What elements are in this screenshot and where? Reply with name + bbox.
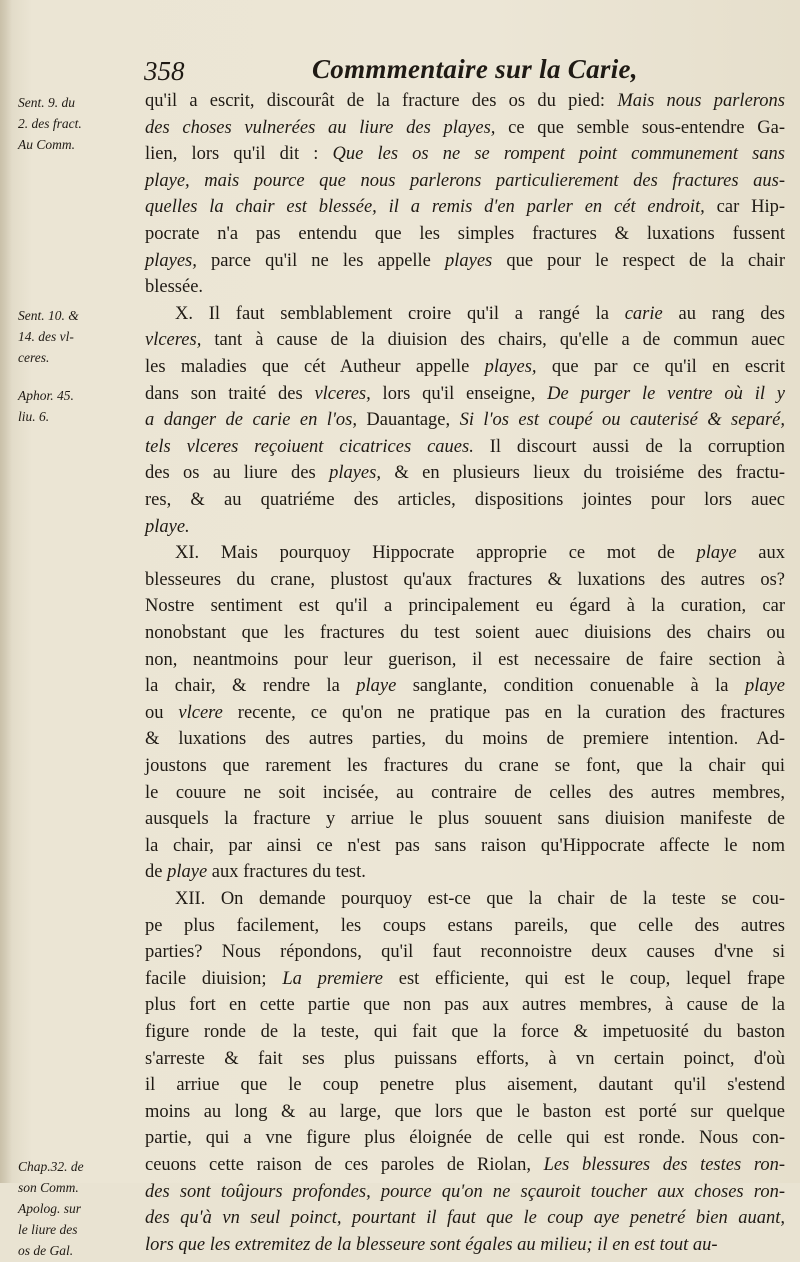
italic-run: playes	[444, 250, 493, 271]
text-line	[145, 567, 785, 593]
italic-run: playe	[744, 676, 785, 697]
italic-run: carie	[624, 303, 663, 324]
text-run: de	[145, 862, 168, 883]
text-run: Dauantage,	[356, 410, 460, 431]
margin-note-line: Sent. 10. &	[18, 307, 79, 323]
text-line	[145, 115, 785, 141]
italic-run: playe	[696, 543, 737, 564]
text-run: joustons que rarement les fractures du crane se font, que la chair qui	[145, 756, 785, 776]
text-line	[145, 726, 785, 752]
text-line	[145, 806, 785, 832]
text-run: il arriue que le coup penetre plus aisement, dautant qu'il s'estend	[145, 1075, 785, 1096]
text-line	[145, 1072, 785, 1098]
margin-note-line: ceres.	[18, 349, 50, 365]
italic-run: Si l'os est coupé ou cauterisé & separé,	[459, 410, 785, 431]
margin-note-line: Apolog. sur	[18, 1201, 82, 1216]
text-run: facile diuision;	[145, 968, 283, 989]
text-run: XII. On demande pourquoy est-ce que la chair de la teste se cou-	[175, 889, 785, 909]
text-run: pe plus facilement, les coups estans pareils, que celle des autres	[145, 915, 785, 936]
text-line	[145, 274, 785, 300]
text-run: tant à cause de la diuision des chairs, qu'elle a de commun auec	[201, 330, 785, 351]
text-line	[145, 593, 785, 619]
text-line	[145, 700, 785, 726]
italic-run: La premiere	[282, 968, 384, 989]
page-gutter-shadow	[0, 0, 12, 1183]
margin-note-line: liu. 6.	[18, 408, 50, 424]
text-line	[145, 1205, 785, 1231]
margin-note-line: Aphor. 45.	[18, 387, 74, 403]
italic-run: De purger le ventre où il y	[547, 383, 785, 404]
text-line	[145, 966, 785, 992]
text-line	[145, 620, 785, 646]
text-run: recente, ce qu'on ne pratique pas en la curation des fractures	[222, 702, 785, 723]
text-run: XI. Mais pourquoy Hippocrate approprie ce mot de	[175, 543, 697, 564]
page-number: 358	[144, 56, 185, 86]
margin-note-line: 14. des vl-	[18, 328, 74, 344]
text-line	[175, 301, 785, 327]
italic-run: quelles la chair est blessée, il a remis d'en parler en cét endroit,	[145, 197, 705, 218]
italic-run: tels vlceres reçoiuent cicatrices caues.	[145, 436, 474, 457]
text-line	[145, 141, 785, 167]
italic-run: Les blessures des testes ron-	[543, 1155, 786, 1175]
text-run: des os au liure des	[145, 463, 330, 484]
text-run: la chair, & rendre la	[145, 676, 357, 697]
text-run: Il discourt aussi de la corruption	[473, 436, 785, 457]
text-line	[145, 780, 785, 806]
margin-note-line: le liure des	[18, 1222, 78, 1237]
text-line	[145, 859, 785, 885]
text-run: nonobstant que les fractures du test soient auec diuisions des chairs ou	[145, 623, 785, 643]
text-line	[145, 992, 785, 1018]
italic-run: playes,	[145, 250, 197, 271]
text-run: ou	[145, 702, 179, 723]
text-run: lors qu'il enseigne,	[370, 383, 548, 404]
text-run: ausquels la fracture y arriue le plus souuent sans diuision manifeste de	[145, 809, 785, 830]
margin-note-line: 2. des fract.	[18, 116, 82, 131]
text-line	[145, 354, 785, 380]
text-line	[145, 1046, 785, 1072]
italic-run: Que les os ne se rompent point communement sans	[332, 144, 785, 165]
running-title: Commmentaire sur la Carie,	[312, 54, 638, 84]
italic-run: vlceres,	[314, 383, 371, 404]
text-run: sanglante, condition conuenable à la	[396, 676, 745, 697]
text-run: pocrate n'a pas entendu que les simples fractures & luxations fussent	[145, 224, 785, 244]
text-run: ceuons cette raison de ces paroles de Riolan,	[145, 1155, 544, 1175]
text-run: & luxations des autres parties, du moins de premiere intention. Ad-	[145, 729, 785, 750]
text-line	[145, 381, 785, 407]
italic-run: Mais nous parlerons	[617, 91, 785, 111]
italic-run: vlcere	[178, 702, 223, 723]
text-run: parce qu'il ne les appelle	[196, 250, 445, 271]
text-line	[145, 913, 785, 939]
text-run: parties? Nous répondons, qu'il faut reconnoistre deux causes d'vne si	[145, 942, 785, 963]
text-run: moins au long & au large, que lors que le baston est porté sur quelque	[145, 1101, 785, 1122]
text-line	[145, 221, 785, 247]
text-run: au rang des	[662, 303, 785, 324]
text-line	[145, 647, 785, 673]
text-run: & en plusieurs lieux du troisiéme des fractu-	[380, 463, 785, 484]
text-line	[145, 514, 785, 540]
text-line	[145, 1019, 785, 1045]
italic-run: des sont toûjours profondes, pource qu'on ne sçauroit toucher aux choses ron-	[145, 1181, 785, 1202]
text-run: blessée.	[145, 277, 204, 298]
text-run: que pour le respect de la chair	[492, 250, 785, 271]
text-run: lien, lors qu'il dit :	[145, 144, 333, 165]
text-line	[175, 886, 785, 912]
text-line	[145, 939, 785, 965]
text-run: X. Il faut semblablement croire qu'il a rangé la	[175, 303, 625, 324]
text-run: aux	[736, 543, 785, 564]
margin-note-line: os de Gal.	[18, 1243, 74, 1258]
italic-run: playe, mais pource que nous parlerons particulierement des fractures aus-	[145, 170, 785, 191]
text-run: dans son traité des	[145, 383, 315, 404]
page-header	[140, 50, 780, 90]
italic-run: playes,	[484, 357, 537, 377]
text-line	[145, 753, 785, 779]
italic-run: vlceres,	[145, 330, 202, 351]
text-run: Nostre sentiment est qu'il a principalement eu égard à la curation, car	[145, 596, 785, 617]
margin-note-line: Sent. 9. du	[18, 95, 75, 110]
text-run: s'arreste & fait ses plus puissans efforts, à vn certain poinct, d'où	[145, 1048, 785, 1069]
text-run: la chair, par ainsi ce n'est pas sans raison qu'Hippocrate affecte le nom	[145, 835, 785, 856]
italic-run: playes,	[329, 463, 381, 484]
text-run: non, neantmoins pour leur guerison, il est necessaire de faire section à	[145, 649, 785, 670]
text-line	[145, 88, 785, 114]
text-run: est efficiente, qui est le coup, lequel frape	[383, 968, 785, 989]
italic-run: playe.	[145, 516, 190, 537]
text-line	[145, 1232, 785, 1258]
margin-note-line: son Comm.	[18, 1180, 79, 1195]
text-run: le couure ne soit incisée, au contraire de celles des autres membres,	[145, 782, 785, 803]
text-line	[145, 248, 785, 274]
text-line	[175, 540, 785, 566]
text-run: figure ronde de la teste, qui fait que la force & impetuosité du baston	[145, 1022, 785, 1042]
text-line	[145, 194, 785, 220]
text-line	[145, 1125, 785, 1151]
italic-run: des choses vulnerées au liure des playes,	[145, 117, 496, 138]
margin-note-line: Chap.32. de	[18, 1159, 84, 1174]
text-line	[145, 460, 785, 486]
text-line	[145, 833, 785, 859]
margin-note-line: Au Comm.	[18, 137, 75, 152]
text-run: plus fort en cette partie que non pas aux autres membres, à cause de la	[145, 995, 785, 1016]
text-line	[145, 1179, 785, 1205]
italic-run: lors que les extremitez de la blesseure sont égales au milieu; il en est tout au-	[145, 1234, 718, 1255]
text-run: res, & au quatriéme des articles, dispositions jointes pour lors auec	[145, 490, 785, 510]
text-line	[145, 673, 785, 699]
text-run: partie, qui a vne figure plus éloignée de celle qui est ronde. Nous con-	[145, 1128, 785, 1149]
text-line	[145, 434, 785, 460]
italic-run: playe	[167, 862, 208, 883]
text-line	[145, 168, 785, 194]
text-line	[145, 1099, 785, 1125]
text-run: qu'il a escrit, discourât de la fracture des os du pied:	[145, 91, 618, 111]
text-line	[145, 1152, 785, 1178]
italic-run: des qu'à vn seul poinct, pourtant il faut que le coup aye penetré bien auant,	[145, 1208, 785, 1229]
text-run: que par ce qu'il en escrit	[536, 357, 785, 377]
italic-run: a danger de carie en l'os,	[145, 410, 357, 431]
text-run: ce que semble sous-entendre Ga-	[495, 117, 785, 138]
text-line	[145, 487, 785, 513]
text-line	[145, 407, 785, 433]
text-run: aux fractures du test.	[207, 862, 366, 883]
text-run: car Hip-	[704, 197, 785, 218]
text-line	[145, 327, 785, 353]
text-run: les maladies que cét Autheur appelle	[145, 357, 485, 377]
italic-run: playe	[356, 676, 397, 697]
text-run: blesseures du crane, plustost qu'aux fractures & luxations des autres os?	[145, 569, 785, 590]
